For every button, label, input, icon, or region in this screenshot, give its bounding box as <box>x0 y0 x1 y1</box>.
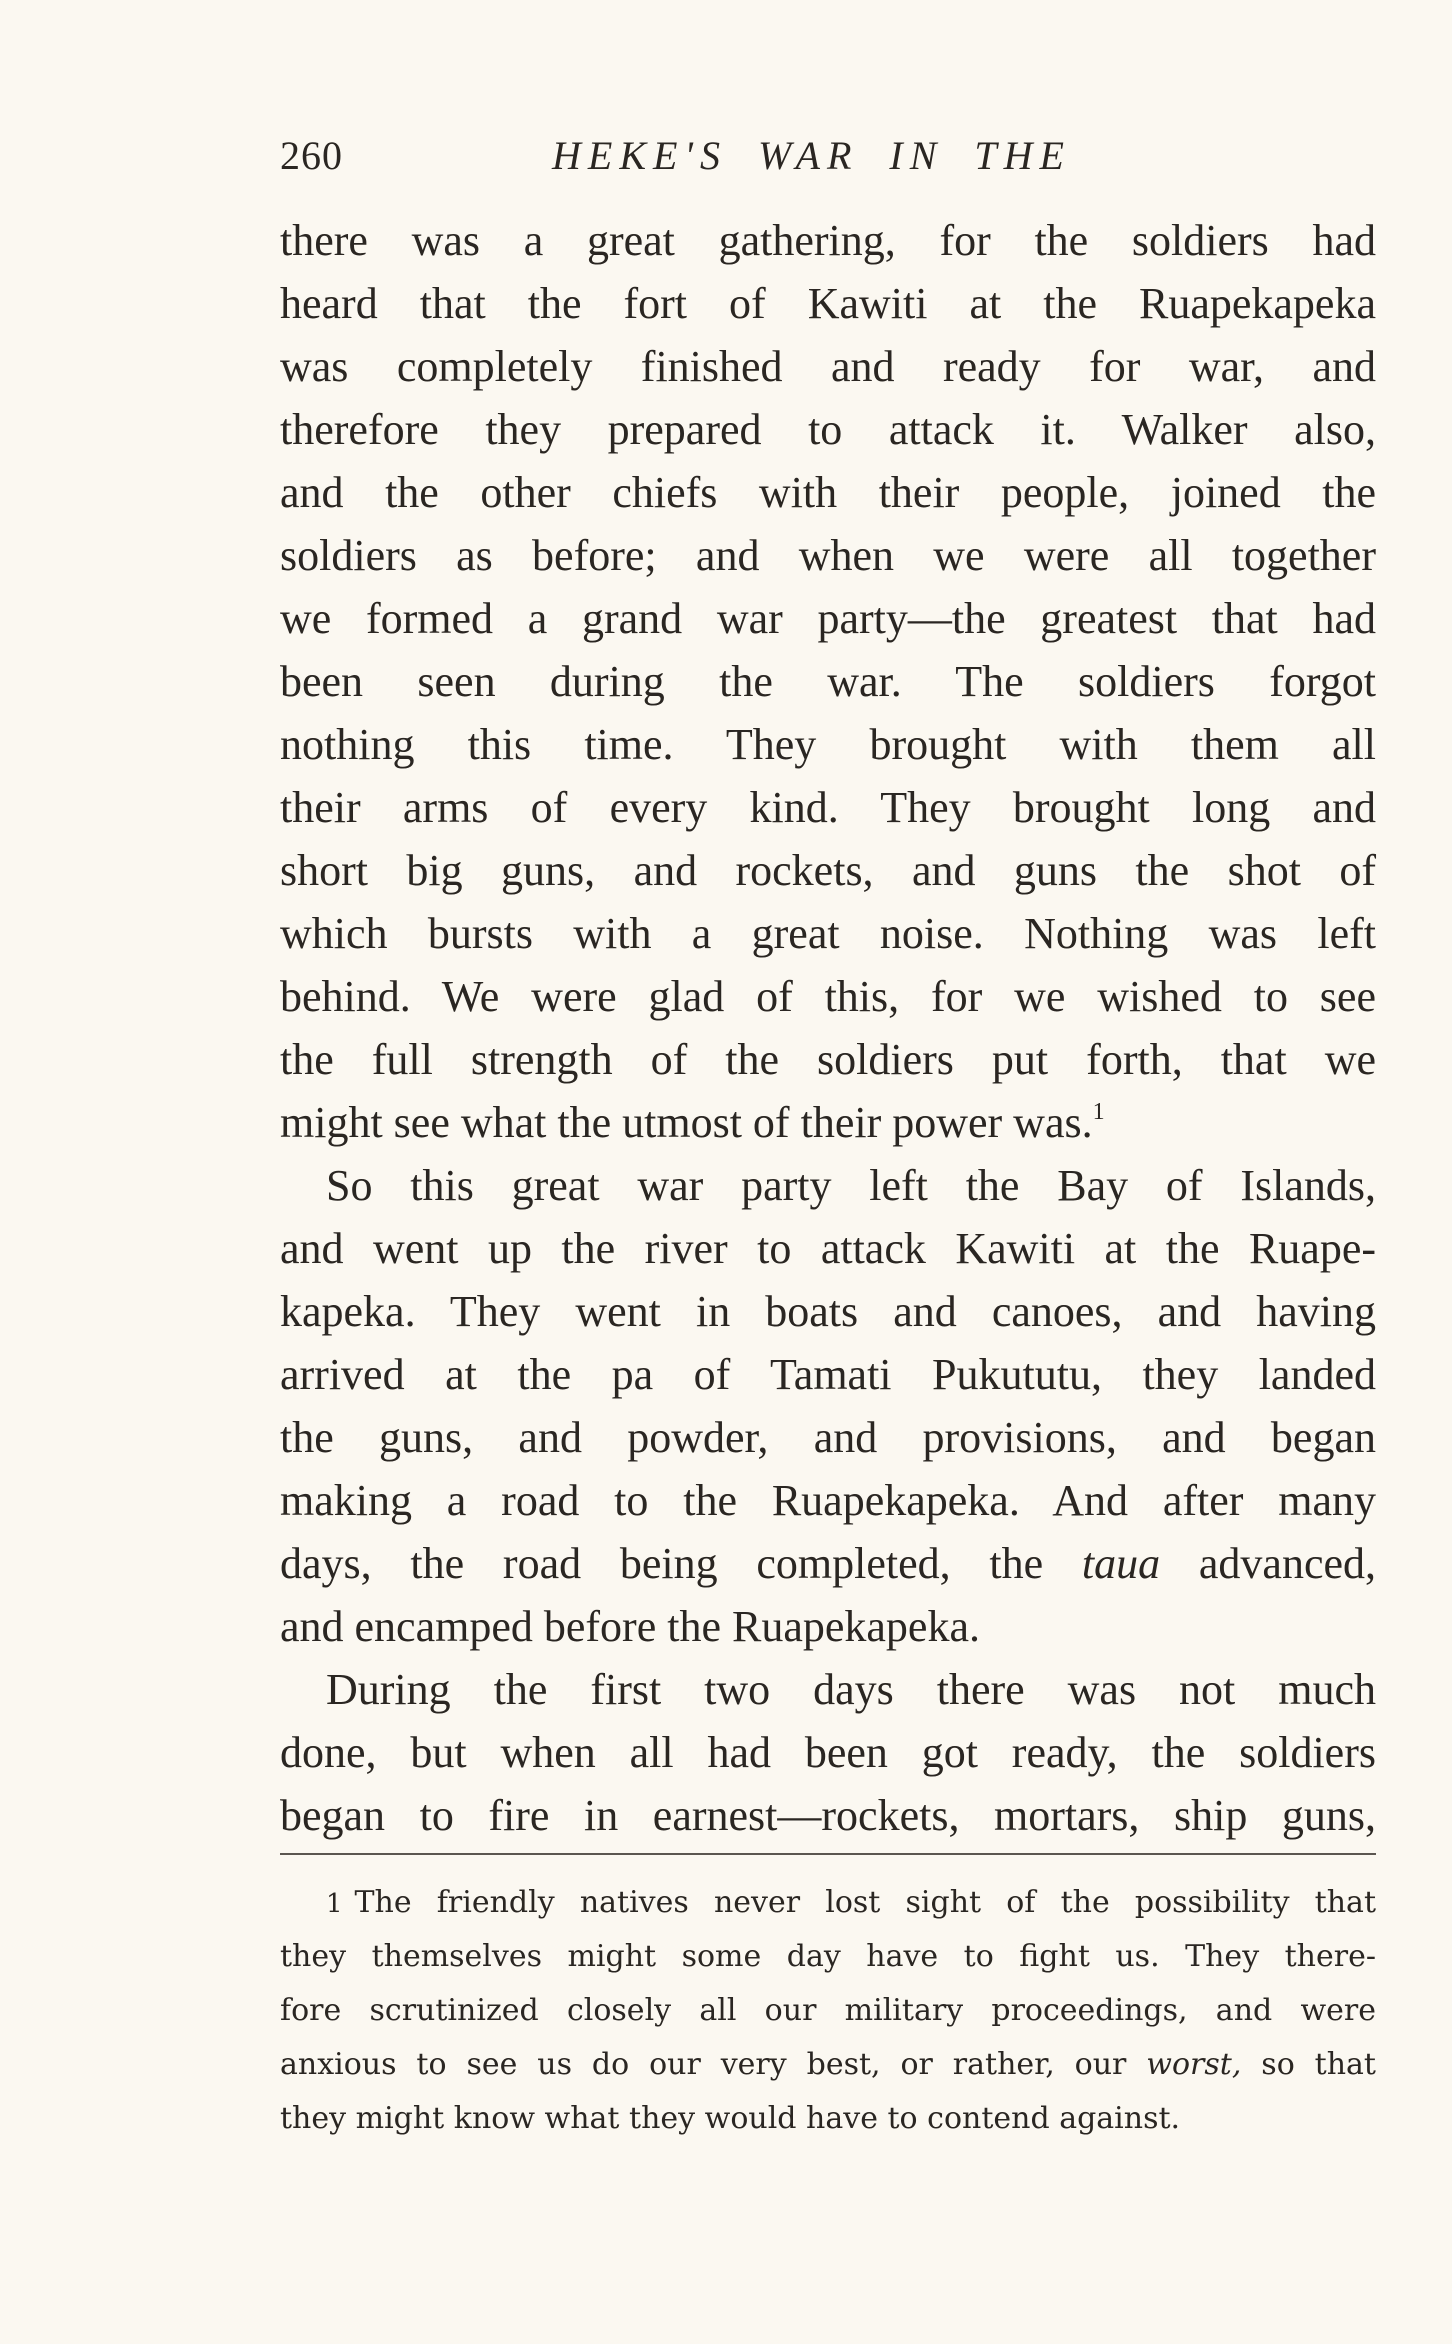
text-line: the full strength of the soldiers put forth, that we <box>280 1035 1376 1084</box>
text-line: arrived at the pa of Tamati Pukututu, they landed <box>280 1350 1376 1399</box>
text-line: So this great war party left the Bay of Islands, <box>326 1161 1376 1210</box>
text-line: which bursts with a great noise. Nothing was left <box>280 909 1376 958</box>
text-line: we formed a grand war party—the greatest that had <box>280 594 1376 643</box>
footnote-line: they might know what they would have to contend against. <box>280 2101 1181 2136</box>
text-line: the guns, and powder, and provisions, and began <box>280 1413 1376 1462</box>
footnote-line: fore scrutinized closely all our military proceedings, and were <box>280 1993 1376 2028</box>
text-line-content: might see what the utmost of their power was. <box>280 1098 1093 1147</box>
text-line: and encamped before the Ruapekapeka. <box>280 1602 980 1651</box>
text-line: began to fire in earnest—rockets, mortars, ship guns, <box>280 1791 1376 1840</box>
running-title: HEKE'S WAR IN THE <box>552 133 1071 178</box>
text-segment: days, the road being completed, the <box>280 1539 1044 1588</box>
footnote-line: they themselves might some day have to fight us. They there- <box>280 1939 1376 1974</box>
footnote-line <box>280 1876 1376 1930</box>
text-line: their arms of every kind. They brought long and <box>280 783 1376 832</box>
text-line <box>280 1532 1376 1595</box>
text-line: During the first two days there was not much <box>326 1665 1376 1714</box>
running-head <box>280 128 1376 188</box>
footnote-marker: 1 <box>326 1889 343 1919</box>
text-line: nothing this time. They brought with them all <box>280 720 1376 769</box>
text-line: therefore they prepared to attack it. Walker also, <box>280 405 1376 454</box>
text-line: there was a great gathering, for the soldiers had <box>280 216 1376 265</box>
text-line: was completely finished and ready for war, and <box>280 342 1376 391</box>
text-line: heard that the fort of Kawiti at the Ruapekapeka <box>280 279 1376 328</box>
text-line: short big guns, and rockets, and guns the shot of <box>280 846 1376 895</box>
text-line: been seen during the war. The soldiers forgot <box>280 657 1376 706</box>
text-line <box>280 1091 1376 1154</box>
footnote-text: The friendly natives never lost sight of the possibility that <box>354 1885 1376 1920</box>
text-line: making a road to the Ruapekapeka. And after many <box>280 1476 1376 1525</box>
footnote-segment: anxious to see us do our very best, or rather, our <box>280 2047 1127 2082</box>
footnote-reference: 1 <box>1092 1099 1105 1125</box>
text-line: soldiers as before; and when we were all together <box>280 531 1376 580</box>
text-line: and the other chiefs with their people, joined the <box>280 468 1376 517</box>
text-segment: advanced, <box>1198 1539 1377 1588</box>
page-number: 260 <box>280 133 343 178</box>
footnote-segment: so that <box>1261 2047 1376 2082</box>
text-line: and went up the river to attack Kawiti at the Ruape- <box>280 1224 1376 1273</box>
emphasized-word-worst: worst, <box>1146 2047 1242 2082</box>
text-line: behind. We were glad of this, for we wished to see <box>280 972 1376 1021</box>
main-text <box>280 209 1376 1847</box>
footnote <box>280 1876 1376 2146</box>
maori-word-taua: taua <box>1081 1539 1161 1588</box>
text-line: done, but when all had been got ready, the soldiers <box>280 1728 1376 1777</box>
text-line: kapeka. They went in boats and canoes, and having <box>280 1287 1376 1336</box>
footnote-divider <box>280 1853 1376 1855</box>
footnote-line <box>280 2038 1376 2092</box>
